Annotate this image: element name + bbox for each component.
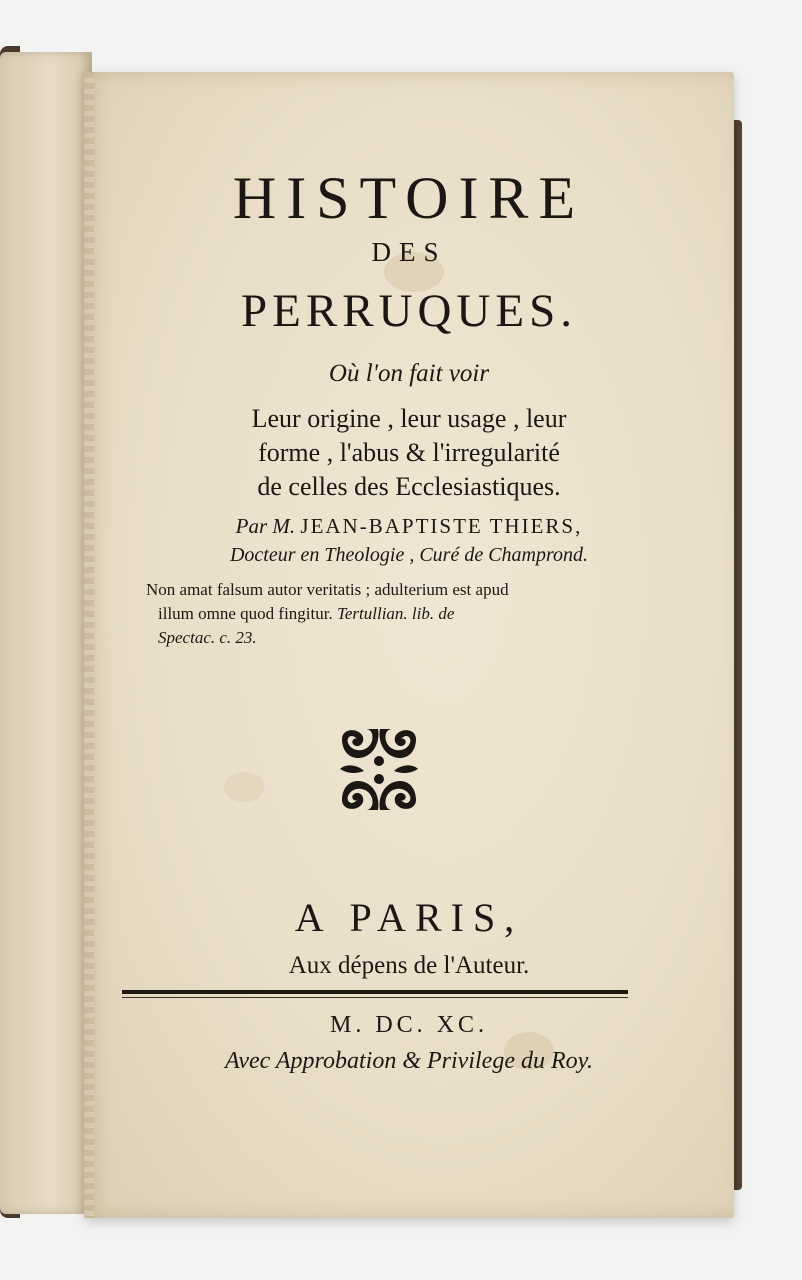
- title-des: DES: [371, 237, 447, 267]
- subtitle-intro: Où l'on fait voir: [328, 360, 490, 387]
- fleuron-ornament-icon: [334, 727, 424, 812]
- subtitle-line-1: Leur origine , leur usage , leur: [251, 404, 567, 433]
- author-name: JEAN-BAPTISTE THIERS,: [300, 514, 583, 538]
- imprint-rule: [122, 990, 628, 994]
- imprint-publisher: Aux dépens de l'Auteur.: [288, 952, 530, 979]
- foxing-spot: [224, 772, 264, 802]
- epigraph-line-2: [158, 604, 454, 624]
- author-line: [84, 514, 734, 539]
- imprint-privilege: Avec Approbation & Privilege du Roy.: [225, 1048, 593, 1074]
- epigraph-line-2-text: illum omne quod fingitur.: [158, 604, 333, 623]
- title-page: [84, 72, 734, 1218]
- epigraph-line-1: Non amat falsum autor veritatis ; adulterium est apud: [146, 580, 509, 599]
- book-title: HISTOIRE: [232, 165, 586, 231]
- subtitle-line-2: forme , l'abus & l'irregularité: [258, 438, 560, 467]
- epigraph-line-3: Spectac. c. 23.: [158, 628, 257, 647]
- title-subject: PERRUQUES.: [241, 285, 577, 337]
- epigraph-citation: Tertullian. lib. de: [336, 604, 455, 623]
- subtitle-line-3: de celles des Ecclesiastiques.: [257, 472, 561, 501]
- imprint-place: A PARIS,: [294, 895, 524, 940]
- imprint-rule-thin: [122, 997, 628, 998]
- author-prefix: Par M.: [235, 514, 296, 538]
- left-page: [0, 52, 92, 1214]
- imprint-year: M. DC. XC.: [329, 1012, 489, 1038]
- author-title: Docteur en Theologie , Curé de Champrond.: [229, 544, 589, 566]
